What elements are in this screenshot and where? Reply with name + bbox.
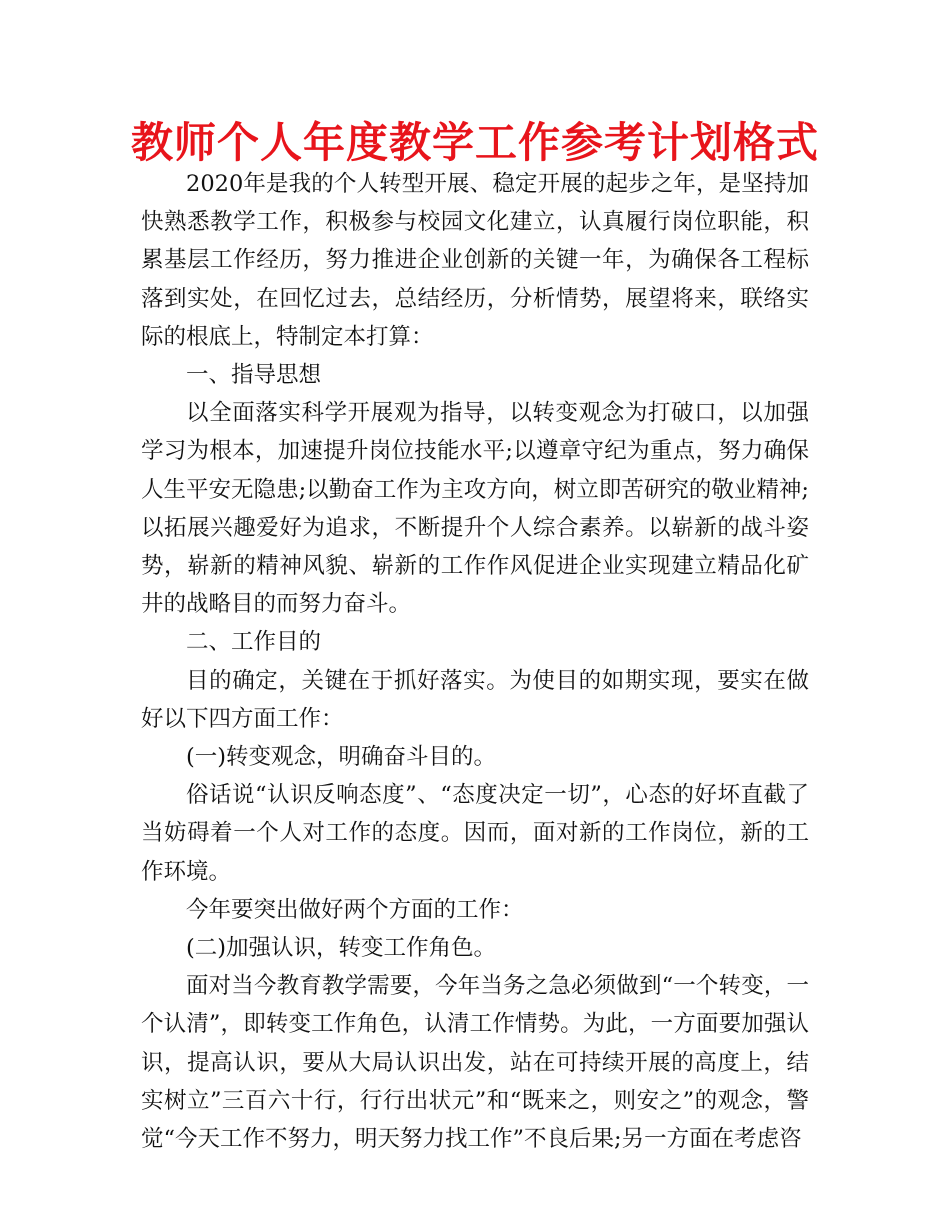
section-heading-guiding-ideology: 一、指导思想 bbox=[186, 362, 322, 389]
document-body bbox=[141, 165, 809, 1158]
document-title: 教师个人年度教学工作参考计划格式 bbox=[130, 118, 819, 167]
paragraph-two-aspects: 今年要突出做好两个方面的工作： bbox=[186, 896, 524, 923]
paragraph-guiding-ideology: 以全面落实科学开展观为指导，以转变观念为打破口，以加强学习为根本，加速提升岗位技能水平;以遵章守纪为重点，努力确保人生平安无隐患;以勤奋工作为主攻方向，树立即苦研究的敬业精神;以拓展兴趣爱好为追求，不断提升个人综合素养。以崭新的战斗姿势，崭新的精神风貌、崭新的工作作风促进企业实现建立精品化矿井的战略目的而努力奋斗。 bbox=[141, 400, 809, 618]
subheading-strengthen-awareness: (二)加强认识，转变工作角色。 bbox=[186, 935, 497, 962]
subheading-change-concepts: (一)转变观念，明确奋斗目的。 bbox=[186, 744, 497, 771]
paragraph-role-change: 面对当今教育教学需要，今年当务之急必须做到“一个转变，一个认清”，即转变工作角色，认清工作情势。为此，一方面要加强认识，提高认识，要从大局认识出发，站在可持续开展的高度上，结实树立”三百六十行，行行出状元”和“既来之，则安之”的观念，警觉“今天工作不努力，明天努力找工作”不良后果;另一方面在考虑咨 bbox=[141, 973, 809, 1153]
paragraph-attitude: 俗话说“认识反响态度”、“态度决定一切”，心态的好坏直截了当妨碍着一个人对工作的态度。因而，面对新的工作岗位，新的工作环境。 bbox=[141, 782, 809, 885]
paragraph-intro: 2020年是我的个人转型开展、稳定开展的起步之年，是坚持加快熟悉教学工作，积极参与校园文化建立，认真履行岗位职能，积累基层工作经历，努力推进企业创新的关键一年，为确保各工程标落到实处，在回忆过去，总结经历，分析情势，展望将来，联络实际的根底上，特制定本打算： bbox=[141, 171, 809, 350]
paragraph-work-goals: 目的确定，关键在于抓好落实。为使目的如期实现，要实在做好以下四方面工作： bbox=[141, 667, 809, 732]
section-heading-work-goals: 二、工作目的 bbox=[186, 629, 322, 656]
